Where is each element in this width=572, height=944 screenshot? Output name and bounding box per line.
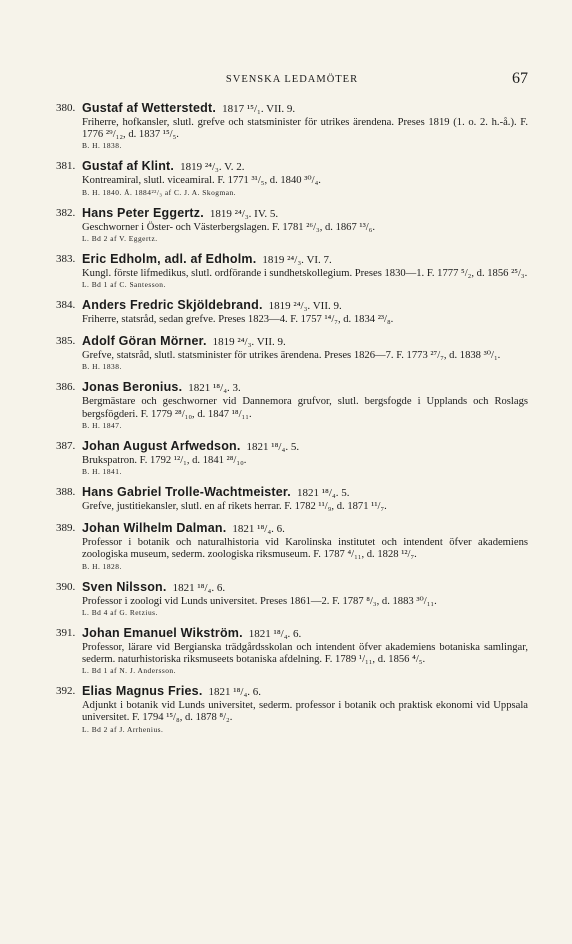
entry-description: Geschworner i Öster- och Västerbergslagen. F. 1781 ²⁶/₃, d. 1867 ¹³/₆. — [82, 221, 376, 233]
member-name: Johan Wilhelm Dalman. — [82, 521, 227, 536]
list-item — [56, 100, 528, 151]
entry-reference: L. Bd 4 af G. Retzius. — [82, 607, 158, 617]
entry-reference: B. H. 1841. — [82, 467, 122, 477]
entry-reference: L. Bd 2 af V. Eggertz. — [82, 233, 158, 243]
election-info: 1821 ¹⁸/₄. 6. — [208, 686, 262, 699]
entry-heading — [82, 438, 528, 455]
list-item — [56, 158, 528, 197]
entry-description: Professor i zoologi vid Lunds universitet. Preses 1861—2. F. 1787 ⁸/₃, d. 1883 ³⁰/₁₁. — [82, 595, 437, 607]
list-item — [56, 484, 528, 513]
member-name: Gustaf af Wetterstedt. — [82, 101, 217, 115]
entry-description: Grefve, justitiekansler, slutl. en af rikets herrar. F. 1782 ¹¹/₉, d. 1871 ¹¹/₇. — [82, 501, 387, 513]
election-info: 1819 ²⁴/₃. VII. 9. — [212, 336, 286, 349]
member-name: Gustaf af Klint. — [82, 159, 175, 174]
entry-reference: L. Bd 2 af J. Arrhenius. — [82, 724, 164, 734]
entry-number: 381. — [56, 160, 76, 173]
entry-list — [56, 100, 528, 742]
entry-heading — [82, 520, 528, 537]
member-name: Elias Magnus Fries. — [82, 684, 203, 699]
entry-heading — [82, 251, 528, 268]
entry-reference: L. Bd 1 af N. J. Andersson. — [82, 666, 176, 676]
entry-number: 389. — [56, 522, 76, 535]
election-info: 1821 ¹⁸/₄. 5. — [296, 487, 350, 500]
list-item — [56, 251, 528, 290]
election-info: 1817 ¹⁵/₁. VII. 9. — [222, 103, 296, 115]
member-name: Eric Edholm, adl. af Edholm. — [82, 251, 257, 266]
list-item — [56, 438, 528, 477]
entry-number: 385. — [56, 335, 76, 348]
entry-number: 382. — [56, 206, 76, 219]
entry-heading — [82, 158, 528, 175]
entry-reference: B. H. 1828. — [82, 561, 122, 571]
entry-number: 386. — [56, 381, 76, 394]
member-name: Sven Nilsson. — [82, 579, 167, 594]
list-item — [56, 625, 528, 676]
entry-description: Kungl. förste lifmedikus, slutl. ordförande i sundhetskollegium. Preses 1830—1. F. 1777 ⁵/₂, d. 1856 ²⁵/₃. — [82, 267, 528, 279]
entry-description: Friherre, hofkansler, slutl. grefve och statsminister för utrikes ärendena. Preses 1819 (1. o. 2. h.-å.). F. 1776 ²⁹/₁₂, d. 1837 ¹⁵/₅. — [82, 117, 528, 141]
member-name: Jonas Beronius. — [82, 380, 183, 395]
member-name: Adolf Göran Mörner. — [82, 334, 207, 349]
member-name: Johan Emanuel Wikström. — [82, 625, 243, 640]
entry-description: Professor i botanik och naturalhistoria vid Karolinska institutet och intendent öfver akademiens zoologiska museum, sederm. zoologiska riksmuseum. F. 1787 ⁴/₁₁, d. 1828 ¹²/₇. — [82, 537, 528, 561]
entry-number: 392. — [56, 685, 76, 698]
member-name: Hans Gabriel Trolle-Wachtmeister. — [82, 485, 291, 500]
election-info: 1819 ²⁴/₃. VII. 9. — [268, 300, 342, 313]
entry-number: 388. — [56, 486, 76, 499]
entry-number: 383. — [56, 252, 76, 265]
list-item — [56, 520, 528, 571]
entry-description: Adjunkt i botanik vid Lunds universitet, sederm. professor i botanik och praktisk ekonomi vid Uppsala universitet. F. 1794 ¹⁵/₈, d. 1878 ⁸/₂. — [82, 700, 528, 724]
entry-reference: B. H. 1840. Å. 1884²²/₃ af C. J. A. Skogman. — [82, 187, 237, 197]
election-info: 1821 ¹⁸/₄. 6. — [248, 627, 302, 640]
entry-number: 391. — [56, 626, 76, 639]
entry-description: Grefve, statsråd, slutl. statsminister för utrikes ärendena. Preses 1826—7. F. 1773 ²⁷/₇, d. 1838 ³⁰/₁. — [82, 350, 501, 362]
entry-heading — [82, 205, 528, 222]
entry-heading — [82, 484, 528, 501]
list-item — [56, 683, 528, 734]
running-head: SVENSKA LEDAMÖTER — [225, 74, 359, 85]
entry-description: Bergmästare och geschworner vid Dannemora grufvor, slutl. bergsfogde i Upplands och Roslags bergsfögderi. F. 1779 ²⁸/₁₀, d. 1847 ¹⁸/₁₁. — [82, 396, 528, 420]
entry-description: Brukspatron. F. 1792 ¹²/₁, d. 1841 ²⁸/₁₀. — [82, 454, 247, 466]
list-item — [56, 579, 528, 618]
list-item — [56, 205, 528, 244]
entry-heading — [82, 379, 528, 396]
entry-heading — [82, 625, 528, 642]
entry-number: 384. — [56, 299, 76, 312]
election-info: 1819 ²⁴/₃. VI. 7. — [262, 253, 332, 266]
entry-heading — [82, 683, 528, 700]
entry-number: 390. — [56, 580, 76, 593]
entry-reference: B. H. 1838. — [82, 362, 122, 372]
entry-reference: L. Bd 1 af C. Santesson. — [82, 280, 166, 290]
entry-heading — [82, 333, 528, 350]
member-name: Hans Peter Eggertz. — [82, 205, 204, 220]
election-info: 1821 ¹⁸/₄. 6. — [232, 523, 285, 536]
page-number: 67 — [512, 70, 528, 87]
election-info: 1819 ²⁴/₃. IV. 5. — [209, 207, 279, 220]
page-header — [56, 70, 528, 90]
list-item — [56, 333, 528, 372]
entry-heading — [82, 297, 528, 314]
entry-reference: B. H. 1847. — [82, 420, 122, 430]
entry-number: 387. — [56, 439, 76, 452]
member-name: Anders Fredric Skjöldebrand. — [82, 298, 263, 313]
entry-description: Friherre, statsråd, sedan grefve. Preses 1823—4. F. 1757 ¹⁴/₇, d. 1834 ²³/₈. — [82, 314, 394, 326]
entry-number: 380. — [56, 102, 76, 114]
list-item — [56, 379, 528, 430]
election-info: 1819 ²⁴/₃. V. 2. — [180, 161, 245, 174]
election-info: 1821 ¹⁸/₄. 3. — [188, 382, 241, 395]
entry-reference: B. H. 1838. — [82, 141, 122, 151]
entry-heading — [82, 100, 528, 117]
entry-description: Kontreamiral, slutl. viceamiral. F. 1771 ³¹/₅, d. 1840 ³⁰/₄. — [82, 175, 321, 187]
election-info: 1821 ¹⁸/₄. 6. — [172, 581, 226, 594]
entry-description: Professor, lärare vid Bergianska trädgårdsskolan och intendent öfver akademiens botaniska samlingar, sederm. naturhistoriska riksmuseets botaniska afdelning. F. 1789 ¹/₁₁, d. 1856 ⁴/₅. — [82, 641, 528, 666]
election-info: 1821 ¹⁸/₄. 5. — [246, 440, 300, 453]
list-item — [56, 297, 528, 326]
member-name: Johan August Arfwedson. — [82, 438, 241, 453]
entry-heading — [82, 579, 528, 596]
